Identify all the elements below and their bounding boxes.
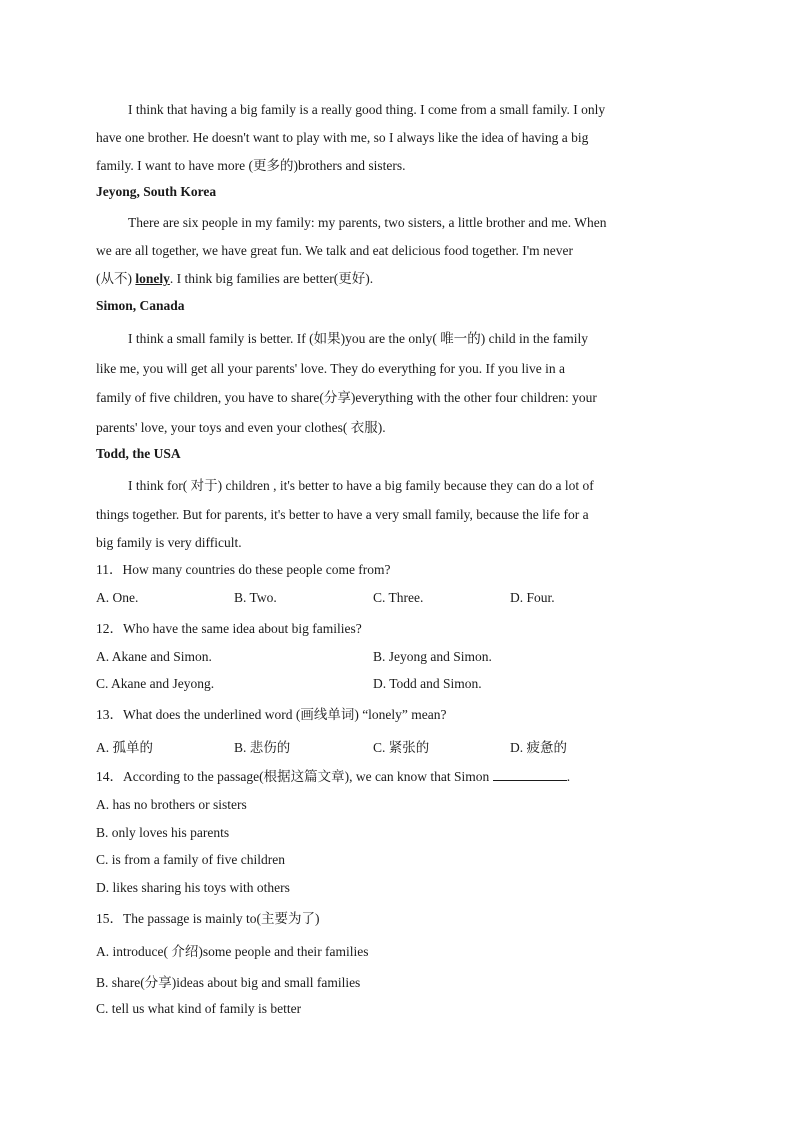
- q12-option-a[interactable]: A. Akane and Simon.: [96, 649, 212, 664]
- q13-option-c[interactable]: C. 紧张的: [373, 740, 430, 755]
- question-14-stem: [96, 767, 698, 787]
- q15-option-a[interactable]: A. introduce( 介绍)some people and their families: [96, 944, 369, 959]
- text-segment: . I think big families are better(更好).: [169, 271, 374, 286]
- paragraph-line: we are all together, we have great fun. We talk and eat delicious food together. I'm never: [96, 243, 573, 258]
- paragraph-line: [96, 265, 698, 293]
- paragraph-line: family of five children, you have to share(分享)everything with the other four children: your: [96, 390, 597, 405]
- paragraph-line: parents' love, your toys and even your clothes( 衣服).: [96, 419, 386, 435]
- q14-option-b[interactable]: B. only loves his parents: [96, 825, 230, 840]
- q12-option-b[interactable]: B. Jeyong and Simon.: [373, 649, 492, 664]
- paragraph-line: family. I want to have more (更多的)brothers and sisters.: [96, 158, 406, 173]
- paragraph-line: big family is very difficult.: [96, 535, 242, 550]
- paragraph-line: things together. But for parents, it's better to have a very small family, because the life for a: [96, 506, 589, 522]
- q11-option-c[interactable]: C. Three.: [373, 590, 424, 605]
- q13-option-b[interactable]: B. 悲伤的: [234, 740, 291, 755]
- heading-simon: Simon, Canada: [96, 298, 185, 313]
- text-segment: (从不): [96, 271, 136, 286]
- q11-option-b[interactable]: B. Two.: [234, 590, 277, 605]
- question-11-stem: 11．How many countries do these people come from?: [96, 562, 391, 577]
- paragraph-line: There are six people in my family: my parents, two sisters, a little brother and me. When: [128, 215, 607, 230]
- underlined-word: lonely: [135, 271, 170, 286]
- q14-option-c[interactable]: C. is from a family of five children: [96, 852, 285, 867]
- q15-option-c[interactable]: C. tell us what kind of family is better: [96, 1001, 302, 1016]
- paragraph-line: I think a small family is better. If (如果)you are the only( 唯一的) child in the family: [128, 331, 589, 346]
- paragraph-akane: [96, 96, 698, 180]
- answer-blank[interactable]: [493, 769, 567, 781]
- paragraph-line: I think that having a big family is a really good thing. I come from a small family. I only: [128, 102, 606, 117]
- paragraph-jeyong: [96, 209, 698, 293]
- q14-option-d[interactable]: D. likes sharing his toys with others: [96, 880, 290, 895]
- question-13-stem: 13．What does the underlined word (画线单词) “lonely” mean?: [96, 707, 447, 722]
- q11-option-a[interactable]: A. One.: [96, 590, 139, 605]
- question-12-stem: 12．Who have the same idea about big families?: [96, 621, 362, 636]
- question-15-stem: 15．The passage is mainly to(主要为了): [96, 911, 320, 926]
- paragraph-simon: [96, 324, 698, 442]
- q12-option-c[interactable]: C. Akane and Jeyong.: [96, 676, 215, 691]
- stem-text: 14．According to the passage(根据这篇文章), we can know that Simon: [96, 769, 493, 784]
- heading-jeyong: Jeyong, South Korea: [96, 184, 217, 199]
- heading-todd: Todd, the USA: [96, 446, 181, 461]
- q14-option-a[interactable]: A. has no brothers or sisters: [96, 797, 247, 812]
- q15-option-b[interactable]: B. share(分享)ideas about big and small families: [96, 975, 361, 990]
- q13-option-a[interactable]: A. 孤单的: [96, 740, 153, 755]
- q13-option-d[interactable]: D. 疲惫的: [510, 740, 567, 755]
- q11-option-d[interactable]: D. Four.: [510, 590, 555, 605]
- paragraph-todd: [96, 472, 698, 558]
- paragraph-line: like me, you will get all your parents' love. They do everything for you. If you live in a: [96, 360, 565, 376]
- paragraph-line: I think for( 对于) children , it's better to have a big family because they can do a lot of: [128, 478, 594, 493]
- stem-text: .: [566, 769, 571, 784]
- q12-option-d[interactable]: D. Todd and Simon.: [373, 676, 482, 691]
- paragraph-line: have one brother. He doesn't want to play with me, so I always like the idea of having a big: [96, 130, 589, 145]
